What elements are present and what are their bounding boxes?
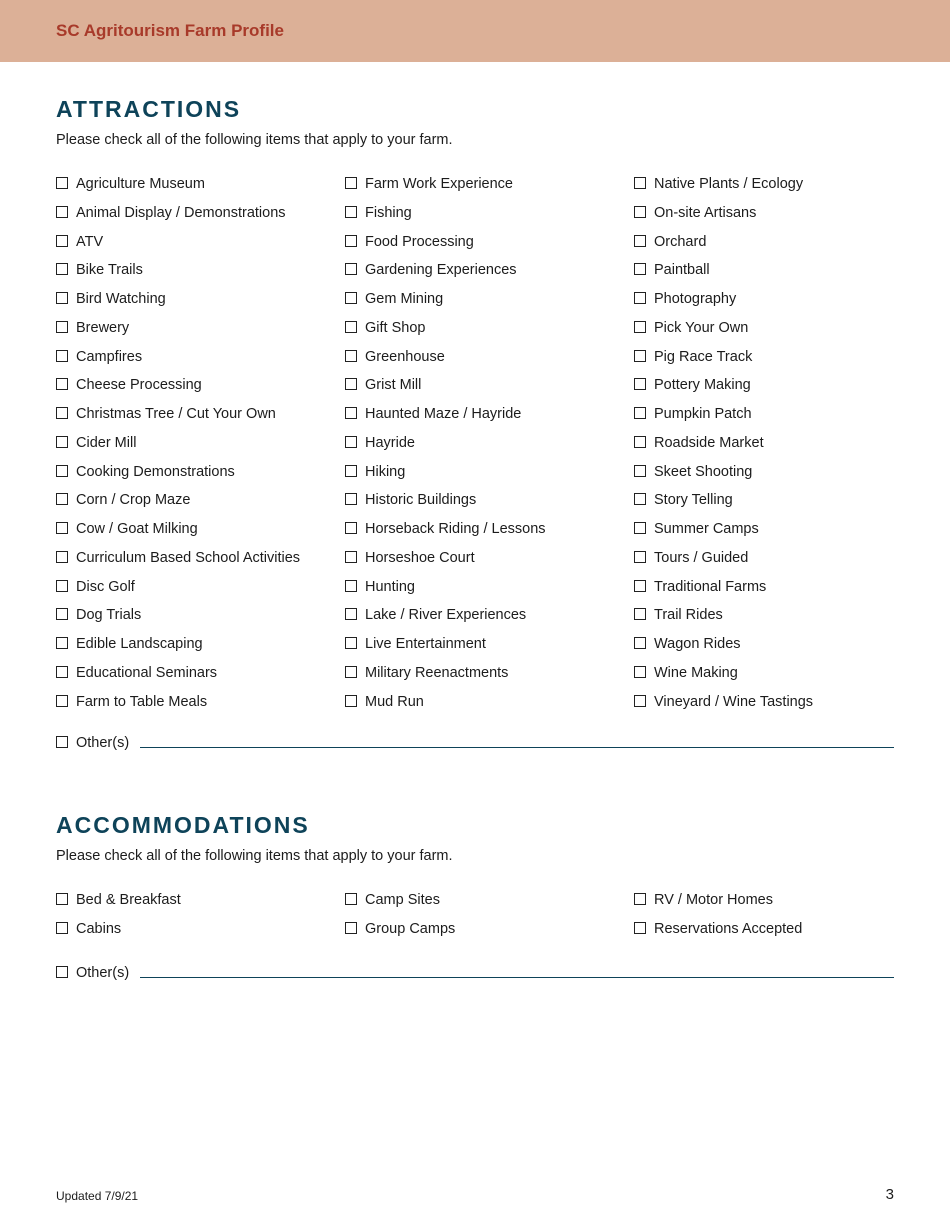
checklist-item[interactable] [345, 890, 440, 910]
checkbox[interactable] [56, 893, 68, 905]
checklist-item[interactable] [634, 692, 813, 712]
checklist-item[interactable] [345, 519, 546, 539]
checklist-item-label: Skeet Shooting [654, 463, 753, 480]
checkbox[interactable] [634, 551, 646, 563]
checkbox[interactable] [634, 177, 646, 189]
checklist-item[interactable] [56, 890, 181, 910]
checkbox[interactable] [56, 637, 68, 649]
checklist-item[interactable] [345, 232, 474, 252]
checkbox[interactable] [634, 666, 646, 678]
checklist-item-label: Live Entertainment [365, 636, 486, 652]
checklist-item[interactable] [56, 433, 136, 453]
checkbox[interactable] [56, 350, 68, 362]
checklist-item[interactable] [56, 634, 203, 654]
checklist-item[interactable] [634, 548, 748, 568]
checklist-item[interactable] [634, 347, 752, 367]
checklist-item-label: Paintball [654, 262, 710, 279]
checklist-item-label: Pick Your Own [654, 319, 749, 336]
checkbox[interactable] [634, 407, 646, 419]
checklist-item-label: Corn / Crop Maze [76, 492, 191, 509]
checklist-item[interactable] [634, 490, 733, 510]
checklist-item[interactable] [634, 260, 710, 280]
checklist-item[interactable] [56, 375, 202, 395]
checklist-item-label: Pig Race Track [654, 348, 753, 365]
checklist-item[interactable] [634, 375, 751, 395]
checklist-item[interactable] [56, 605, 141, 625]
checklist-item[interactable] [345, 605, 526, 625]
checklist-item-label: Animal Display / Demonstrations [76, 204, 286, 221]
checklist-item-label: Gardening Experiences [365, 262, 517, 279]
checklist-item[interactable] [634, 634, 741, 654]
checkbox[interactable] [56, 966, 68, 978]
checkbox[interactable] [345, 235, 357, 247]
checkbox[interactable] [634, 465, 646, 477]
checkbox[interactable] [634, 637, 646, 649]
checklist-item-label: RV / Motor Homes [654, 892, 773, 908]
checklist-item-label: Bed & Breakfast [76, 892, 181, 908]
checklist-item-label: Camp Sites [365, 892, 440, 908]
checklist-item[interactable] [56, 404, 276, 424]
checkbox[interactable] [345, 378, 357, 390]
attractions-other-option[interactable] [56, 733, 129, 753]
checkbox[interactable] [56, 695, 68, 707]
checklist-item-label: Military Reenactments [365, 664, 509, 681]
checklist-item-label: Historic Buildings [365, 492, 477, 509]
checklist-item[interactable] [634, 605, 723, 625]
checklist-item[interactable] [56, 577, 135, 597]
checklist-item[interactable] [56, 692, 207, 712]
checkbox[interactable] [56, 922, 68, 934]
checklist-item-label: Mud Run [365, 693, 424, 710]
checklist-item[interactable] [345, 490, 476, 510]
checkbox[interactable] [56, 206, 68, 218]
checkbox[interactable] [345, 350, 357, 362]
checklist-item-label: Roadside Market [654, 434, 764, 451]
checklist-item[interactable] [345, 203, 412, 223]
checklist-item[interactable] [56, 462, 235, 482]
checklist-item-label: Tours / Guided [654, 549, 749, 566]
checkbox[interactable] [56, 378, 68, 390]
checklist-item[interactable] [634, 890, 773, 910]
checklist-item[interactable] [345, 260, 517, 280]
checklist-item[interactable] [56, 490, 190, 510]
checklist-item-label: Pottery Making [654, 377, 751, 394]
checkbox[interactable] [345, 551, 357, 563]
checklist-item-label: Edible Landscaping [76, 636, 203, 652]
checklist-item-label: Grist Mill [365, 377, 422, 394]
checklist-item-label: Wagon Rides [654, 636, 741, 652]
checkbox[interactable] [345, 493, 357, 505]
checkbox[interactable] [345, 321, 357, 333]
checklist-item-label: Cabins [76, 920, 122, 937]
checkbox[interactable] [56, 436, 68, 448]
checklist-item[interactable] [56, 232, 103, 252]
checklist-item[interactable] [634, 577, 766, 597]
accommodations-other-option[interactable] [56, 963, 129, 983]
checklist-item[interactable] [634, 232, 706, 252]
checkbox[interactable] [56, 580, 68, 592]
accommodations-other-input-line[interactable] [140, 977, 894, 978]
checklist-item-label: Cow / Goat Milking [76, 521, 198, 537]
checkbox[interactable] [345, 893, 357, 905]
checkbox[interactable] [634, 493, 646, 505]
checkbox[interactable] [345, 263, 357, 275]
checkbox[interactable] [634, 378, 646, 390]
checklist-item[interactable] [345, 462, 405, 482]
checkbox[interactable] [634, 235, 646, 247]
checkbox[interactable] [634, 292, 646, 304]
page-header-band [0, 0, 950, 62]
checklist-item-label: Photography [654, 291, 737, 307]
other-label: Other(s) [76, 965, 130, 981]
checklist-item-label: ATV [76, 233, 104, 250]
checklist-item-label: Cider Mill [76, 434, 137, 451]
checklist-item[interactable] [345, 634, 486, 654]
checklist-item[interactable] [345, 692, 424, 712]
checklist-item-label: Bike Trails [76, 262, 143, 279]
checklist-item-label: Orchard [654, 233, 707, 250]
checklist-item[interactable] [345, 433, 415, 453]
checkbox[interactable] [56, 407, 68, 419]
checkbox[interactable] [634, 608, 646, 620]
checklist-item-label: Horseshoe Court [365, 549, 475, 566]
checkbox[interactable] [634, 206, 646, 218]
checkbox[interactable] [634, 321, 646, 333]
checkbox[interactable] [56, 465, 68, 477]
checklist-item-label: Native Plants / Ecology [654, 176, 804, 192]
checklist-item-label: Group Camps [365, 920, 456, 937]
checklist-item[interactable] [634, 519, 759, 539]
checkbox[interactable] [56, 736, 68, 748]
checklist-item[interactable] [634, 289, 736, 309]
checkbox[interactable] [56, 235, 68, 247]
checklist-item[interactable] [345, 375, 421, 395]
checkbox[interactable] [634, 922, 646, 934]
checklist-item[interactable] [345, 174, 513, 194]
checkbox[interactable] [56, 177, 68, 189]
checklist-item[interactable] [634, 203, 756, 223]
checklist-item[interactable] [56, 318, 129, 338]
checklist-item[interactable] [634, 663, 738, 683]
checklist-item-label: Cheese Processing [76, 377, 202, 394]
checkbox[interactable] [345, 695, 357, 707]
checklist-item-label: Educational Seminars [76, 664, 218, 681]
checkbox[interactable] [345, 436, 357, 448]
checkbox[interactable] [634, 580, 646, 592]
checkbox[interactable] [345, 407, 357, 419]
checklist-item[interactable] [634, 174, 803, 194]
checklist-item-label: Horseback Riding / Lessons [365, 521, 546, 537]
checkbox[interactable] [345, 608, 357, 620]
checkbox[interactable] [634, 436, 646, 448]
checkbox[interactable] [345, 922, 357, 934]
checklist-item[interactable] [634, 433, 764, 453]
checkbox[interactable] [634, 350, 646, 362]
checklist-item-label: Traditional Farms [654, 578, 767, 595]
attractions-other-input-line[interactable] [140, 747, 894, 748]
checklist-item[interactable] [345, 663, 508, 683]
checklist-item[interactable] [345, 289, 443, 309]
checklist-item-label: Christmas Tree / Cut Your Own [76, 406, 276, 422]
accommodations-title: ACCOMMODATIONS [56, 812, 310, 838]
checklist-item-label: Disc Golf [76, 578, 135, 595]
checkbox[interactable] [634, 263, 646, 275]
checklist-item-label: Hunting [365, 578, 415, 595]
checkbox[interactable] [345, 580, 357, 592]
checklist-item[interactable] [56, 347, 142, 367]
checkbox[interactable] [345, 637, 357, 649]
checkbox[interactable] [345, 666, 357, 678]
checkbox[interactable] [56, 608, 68, 620]
checklist-item-label: Summer Camps [654, 521, 759, 537]
checklist-item-label: Greenhouse [365, 348, 445, 365]
checklist-item-label: Trail Rides [654, 607, 723, 624]
checklist-item[interactable] [345, 548, 475, 568]
checklist-item-label: On-site Artisans [654, 204, 757, 221]
checklist-item-label: Wine Making [654, 664, 738, 681]
checklist-item[interactable] [345, 577, 415, 597]
checklist-item[interactable] [56, 289, 166, 309]
checklist-item-label: Brewery [76, 319, 130, 336]
checkbox[interactable] [345, 292, 357, 304]
checklist-item-label: Gift Shop [365, 319, 426, 336]
checklist-item[interactable] [634, 318, 748, 338]
checkbox[interactable] [345, 177, 357, 189]
checkbox[interactable] [56, 551, 68, 563]
checklist-item[interactable] [345, 347, 445, 367]
checklist-item-label: Cooking Demonstrations [76, 463, 235, 480]
checklist-item[interactable] [634, 919, 802, 939]
checklist-item-label: Lake / River Experiences [365, 607, 527, 624]
checklist-item-label: Gem Mining [365, 291, 444, 307]
checklist-item-label: Food Processing [365, 233, 474, 250]
checklist-item-label: Haunted Maze / Hayride [365, 406, 522, 422]
checkbox[interactable] [56, 493, 68, 505]
attractions-title: ATTRACTIONS [56, 96, 242, 122]
checkbox[interactable] [345, 206, 357, 218]
page-number: 3 [885, 1186, 894, 1203]
checklist-item-label: Bird Watching [76, 291, 166, 307]
checkbox[interactable] [634, 893, 646, 905]
checklist-item[interactable] [56, 919, 121, 939]
checklist-item[interactable] [56, 663, 217, 683]
checkbox[interactable] [56, 292, 68, 304]
checklist-item[interactable] [634, 404, 752, 424]
checklist-item[interactable] [56, 260, 143, 280]
header-title: SC Agritourism Farm Profile [56, 21, 284, 40]
checklist-item[interactable] [345, 919, 455, 939]
checklist-item-label: Farm to Table Meals [76, 693, 208, 710]
checklist-item-label: Dog Trials [76, 607, 142, 624]
checklist-item-label: Reservations Accepted [654, 920, 803, 937]
checkbox[interactable] [634, 522, 646, 534]
checkbox[interactable] [345, 465, 357, 477]
checklist-item-label: Fishing [365, 204, 412, 221]
checkbox[interactable] [56, 263, 68, 275]
checklist-item-label: Pumpkin Patch [654, 406, 752, 422]
checklist-item-label: Hiking [365, 463, 406, 480]
checklist-item-label: Vineyard / Wine Tastings [654, 693, 814, 710]
checklist-item[interactable] [345, 404, 521, 424]
checklist-item[interactable] [345, 318, 425, 338]
checklist-item-label: Campfires [76, 348, 143, 365]
checklist-item-label: Story Telling [654, 492, 733, 509]
checklist-item-label: Agriculture Museum [76, 176, 205, 192]
accommodations-subtitle: Please check all of the following items that apply to your farm. [56, 848, 453, 864]
checkbox[interactable] [345, 522, 357, 534]
checkbox[interactable] [56, 321, 68, 333]
checkbox[interactable] [56, 522, 68, 534]
checklist-item[interactable] [56, 519, 198, 539]
other-label: Other(s) [76, 735, 130, 751]
checklist-item-label: Farm Work Experience [365, 176, 513, 192]
checklist-item[interactable] [56, 548, 300, 568]
checkbox[interactable] [56, 666, 68, 678]
checklist-item[interactable] [56, 174, 205, 194]
checkbox[interactable] [634, 695, 646, 707]
checklist-item[interactable] [634, 462, 752, 482]
checklist-item-label: Curriculum Based School Activities [76, 549, 301, 566]
checklist-item-label: Hayride [365, 434, 415, 451]
attractions-subtitle: Please check all of the following items that apply to your farm. [56, 132, 453, 148]
checklist-item[interactable] [56, 203, 286, 223]
footer-updated-date: Updated 7/9/21 [56, 1189, 139, 1203]
